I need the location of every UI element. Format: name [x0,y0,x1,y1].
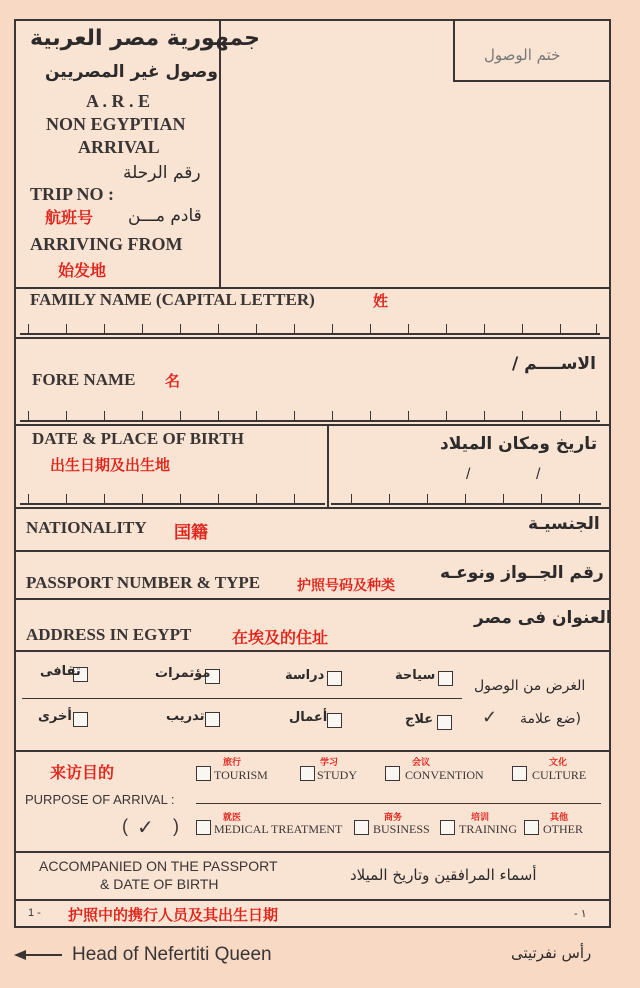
char-tick [142,324,143,334]
checkbox-culture[interactable] [512,766,527,781]
arriving-from-chinese: 始发地 [58,261,107,280]
char-tick [66,324,67,334]
tourism-chinese: 旅行 [223,758,242,768]
passport-input[interactable] [20,555,605,595]
accompanied-number-right: - ١ [574,908,587,920]
purpose-chinese-heading: 来访目的 [50,763,115,782]
checkbox-training[interactable] [440,820,455,835]
row-separator [15,851,610,853]
char-tick [370,324,371,334]
char-tick [370,411,371,421]
family-name-chinese: 姓 [373,292,389,310]
address-chinese: 在埃及的住址 [232,628,329,647]
checkbox-other-label: OTHER [543,822,583,836]
purpose-paren-open: ( [122,816,128,836]
birth-arabic: تاريخ ومكان الميلاد [440,434,598,454]
accompanied-label-line2: & DATE OF BIRTH [100,876,219,892]
checkbox-ar-other[interactable] [73,712,88,727]
checkbox-ar-culture-label: ثقافى [40,664,81,679]
char-tick [104,494,105,504]
checkbox-ar-tourism-label: سياحة [395,668,436,683]
medical-chinese: 就医 [223,813,242,823]
char-tick [389,494,390,504]
checkbox-business-label: BUSINESS [373,822,430,836]
birth-date-slash: / [536,466,541,483]
accompanied-label-line1: ACCOMPANIED ON THE PASSPORT [39,858,278,874]
birth-date-input[interactable] [331,482,601,506]
nationality-input[interactable] [260,512,520,546]
purpose-of-arrival-label: PURPOSE OF ARRIVAL : [25,792,175,807]
birth-date-baseline [331,503,601,505]
checkbox-tourism-label: TOURISM [214,768,268,782]
checkbox-ar-tourism[interactable] [438,671,453,686]
footer-arabic-caption: رأس نفرتيتى [511,944,592,962]
char-tick [294,494,295,504]
fore-name-arabic: الاســــم / [512,354,596,374]
address-arabic: العنوان فى مصر [474,608,612,628]
business-chinese: 商务 [384,813,403,823]
header-arabic-trip: رقم الرحلة [123,163,201,183]
char-tick [104,324,105,334]
checkbox-study-label: STUDY [317,768,358,782]
char-tick [596,411,597,421]
char-tick [218,324,219,334]
row-separator [15,507,610,509]
trip-no-label: TRIP NO : [30,184,115,204]
passport-chinese: 护照号码及种类 [297,578,395,594]
char-tick [408,411,409,421]
char-tick [256,411,257,421]
other-chinese: 其他 [550,813,569,823]
checkbox-ar-study-label: دراسة [285,668,325,683]
birth-column-divider [327,425,329,508]
family-name-input[interactable] [20,312,600,336]
birth-label: DATE & PLACE OF BIRTH [32,429,244,448]
header-arabic-from: قادم مـــن [128,206,202,226]
purpose-ar-mark: (ضع علامة [520,711,581,727]
purpose-ar-checkmark-icon: ✓ [482,707,498,727]
checkbox-ar-training-label: تدريب [166,709,205,724]
checkbox-medical[interactable] [196,820,211,835]
fore-name-baseline [20,420,600,422]
fore-name-input[interactable] [20,399,600,423]
checkbox-medical-label: MEDICAL TREATMENT [214,822,343,836]
char-tick [579,494,580,504]
checkbox-convention-label: CONVENTION [405,768,484,782]
arriving-from-label: ARRIVING FROM [30,234,183,254]
char-tick [218,494,219,504]
char-tick [294,324,295,334]
checkbox-ar-medical-label: علاج [405,712,434,727]
checkbox-study[interactable] [300,766,315,781]
checkbox-ar-conference-label: مؤتمرات [155,666,211,681]
purpose-ar-heading: الغرض من الوصول [474,678,586,694]
char-tick [180,324,181,334]
birth-chinese: 出生日期及出生地 [50,456,171,474]
accompanied-chinese: 护照中的携行人员及其出生日期 [68,906,279,924]
char-tick [142,494,143,504]
row-separator [15,424,610,426]
nationality-arabic: الجنسيـة [528,514,600,534]
char-tick [28,411,29,421]
convention-chinese: 会议 [412,758,431,768]
checkbox-ar-study[interactable] [327,671,342,686]
trip-no-chinese: 航班号 [45,208,94,227]
checkbox-tourism[interactable] [196,766,211,781]
char-tick [180,411,181,421]
row-separator [15,750,610,752]
checkbox-culture-label: CULTURE [532,768,587,782]
nationality-chinese: 国籍 [174,523,208,543]
purpose-checkmark-icon: ✓ [137,817,154,839]
footer-caption: Head of Nefertiti Queen [72,944,272,965]
accompanied-number-left: 1 - [28,907,41,919]
char-tick [104,411,105,421]
purpose-ar-row-divider [22,698,462,699]
char-tick [522,411,523,421]
char-tick [66,411,67,421]
birth-place-input[interactable] [20,482,325,506]
row-separator [15,650,610,652]
char-tick [541,494,542,504]
purpose-rule [196,803,601,804]
row-separator [15,598,610,600]
header-vertical-divider [219,20,221,288]
char-tick [503,494,504,504]
char-tick [427,494,428,504]
char-tick [332,324,333,334]
purpose-paren-close: ) [173,816,179,836]
char-tick [66,494,67,504]
arrival-stamp-label: ختم الوصول [484,46,561,64]
header-are: A . R . E [86,91,151,111]
char-tick [28,494,29,504]
passport-arabic: رقم الجــواز ونوعـه [440,563,604,583]
checkbox-ar-business-label: أعمال [289,710,328,725]
fore-name-chinese: 名 [165,372,181,390]
row-separator [15,337,610,339]
char-tick [484,324,485,334]
header-arabic-title: جمهورية مصر العربية [30,26,260,51]
char-tick [256,324,257,334]
family-name-label: FAMILY NAME (CAPITAL LETTER) [30,290,315,309]
char-tick [484,411,485,421]
fore-name-label: FORE NAME [32,370,136,389]
char-tick [351,494,352,504]
char-tick [332,411,333,421]
address-input[interactable] [20,602,605,647]
training-chinese: 培训 [471,813,490,823]
char-tick [465,494,466,504]
passport-label: PASSPORT NUMBER & TYPE [26,573,261,592]
char-tick [446,411,447,421]
char-tick [218,411,219,421]
char-tick [522,324,523,334]
checkbox-convention[interactable] [385,766,400,781]
char-tick [408,324,409,334]
row-separator [15,899,610,901]
checkbox-training-label: TRAINING [459,822,517,836]
char-tick [180,494,181,504]
char-tick [560,411,561,421]
char-tick [560,324,561,334]
culture-chinese: 文化 [549,758,568,768]
nationality-label: NATIONALITY [26,518,147,537]
birth-date-slash: / [466,466,471,483]
header-arrival: ARRIVAL [78,137,160,157]
checkbox-business[interactable] [354,820,369,835]
checkbox-ar-business[interactable] [327,713,342,728]
row-separator [15,287,610,289]
checkbox-other[interactable] [524,820,539,835]
study-chinese: 学习 [320,758,339,768]
char-tick [294,411,295,421]
checkbox-ar-medical[interactable] [437,715,452,730]
char-tick [256,494,257,504]
arrow-left-icon [14,947,62,961]
char-tick [596,324,597,334]
header-arabic-subtitle: وصول غير المصريين [45,62,218,82]
family-name-baseline [20,333,600,335]
char-tick [28,324,29,334]
checkbox-ar-other-label: أخرى [38,709,72,724]
address-label: ADDRESS IN EGYPT [26,625,192,644]
char-tick [446,324,447,334]
row-separator [15,550,610,552]
header-non-egyptian: NON EGYPTIAN [46,114,186,134]
accompanied-arabic: أسماء المرافقين وتاريخ الميلاد [350,866,537,884]
accompanied-input[interactable] [40,902,560,926]
char-tick [142,411,143,421]
checkbox-ar-training[interactable] [205,712,220,727]
